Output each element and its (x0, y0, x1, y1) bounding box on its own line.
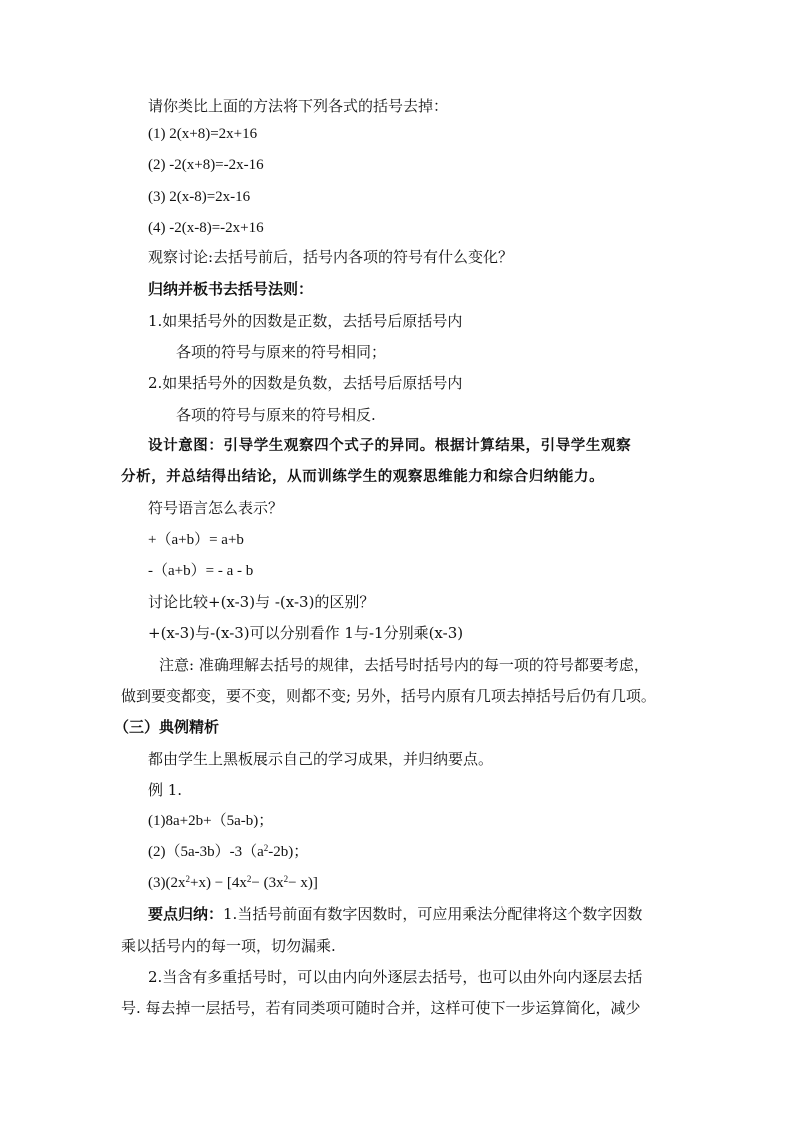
exercise-3: (3) 2(x-8)=2x-16 (148, 189, 251, 205)
exercise-4: (4) -2(x-8)=-2x+16 (148, 220, 264, 236)
observe-question: 观察讨论:去括号前后，括号内各项的符号有什么变化？ (148, 248, 514, 266)
discuss-answer: +(x-3)与-(x-3)可以分别看作 1与-1分别乘(x-3) (148, 624, 464, 642)
example-item-2-pre: (2)（5a-3b）-3（a (148, 844, 264, 860)
key-point-2-line-2: 号. 每去掉一层括号，若有同类项可随时合并，这样可使下一步运算简化，减少 (121, 999, 641, 1017)
example-item-1: (1)8a+2b+（5a-b)； (148, 813, 274, 829)
note-line-1: 注意: 准确理解去括号的规律，去括号时括号内的每一项的符号都要考虑， (159, 656, 649, 674)
exponent: 2 (263, 843, 269, 853)
example-item-2 (148, 842, 308, 862)
example-item-2-post: -2b)； (268, 844, 309, 860)
key-point-1-text: 1.当括号前面有数字因数时，可应用乘法分配律将这个数字因数 (223, 905, 643, 923)
key-point-2-line-1: 2.当含有多重括号时，可以由内向外逐层去括号，也可以由外向内逐层去括 (148, 968, 643, 986)
exercise-2: (2) -2(x+8)=-2x-16 (148, 157, 264, 173)
rule-1-line-2: 各项的符号与原来的符号相同； (176, 343, 387, 361)
design-intent-line-2: 分析，并总结得出结论，从而训练学生的观察思维能力和综合归纳能力。 (121, 468, 605, 485)
symbol-rule-2: -（a+b）= - a - b (148, 563, 254, 579)
exponent: 2 (283, 874, 289, 884)
design-intent-line-1: 设计意图：引导学生观察四个式子的异同。根据计算结果，引导学生观察 (148, 437, 632, 454)
rule-2-line-1: 2.如果括号外的因数是负数，去括号后原括号内 (148, 374, 463, 392)
example-item-3-part-c: − (3x (251, 875, 284, 891)
intro-text: 请你类比上面的方法将下列各式的括号去掉： (148, 97, 449, 115)
symbol-rule-1: +（a+b）= a+b (148, 532, 244, 548)
exponent: 2 (246, 874, 252, 884)
example-item-3-part-d: − x)] (288, 875, 318, 891)
discuss-question: 讨论比较+(x-3)与 -(x-3)的区别？ (148, 593, 375, 611)
example-label: 例 1. (148, 781, 183, 799)
key-points-label: 要点归纳： (148, 905, 224, 923)
rule-1-line-1: 1.如果括号外的因数是正数，去括号后原括号内 (148, 312, 463, 330)
example-item-3-part-b: +x) − [4x (190, 875, 247, 891)
rule-heading: 归纳并板书去括号法则： (148, 280, 314, 298)
exercise-1: (1) 2(x+8)=2x+16 (148, 126, 258, 142)
key-points-line-2: 乘以括号内的每一项，切勿漏乘. (121, 937, 336, 955)
symbol-question: 符号语言怎么表示？ (148, 499, 284, 517)
note-line-2: 做到要变都变，要不变，则都不变; 另外，括号内原有几项去掉括号后仍有几项。 (121, 687, 656, 705)
rule-2-line-2: 各项的符号与原来的符号相反. (176, 406, 376, 424)
section-heading: （三）典例精析 (114, 718, 220, 736)
section-intro: 都由学生上黑板展示自己的学习成果，并归纳要点。 (148, 750, 494, 768)
example-item-3-part-a: (3)(2x (148, 875, 186, 891)
example-item-3 (148, 873, 318, 893)
exponent: 2 (185, 874, 190, 884)
key-points-line-1 (148, 904, 642, 924)
